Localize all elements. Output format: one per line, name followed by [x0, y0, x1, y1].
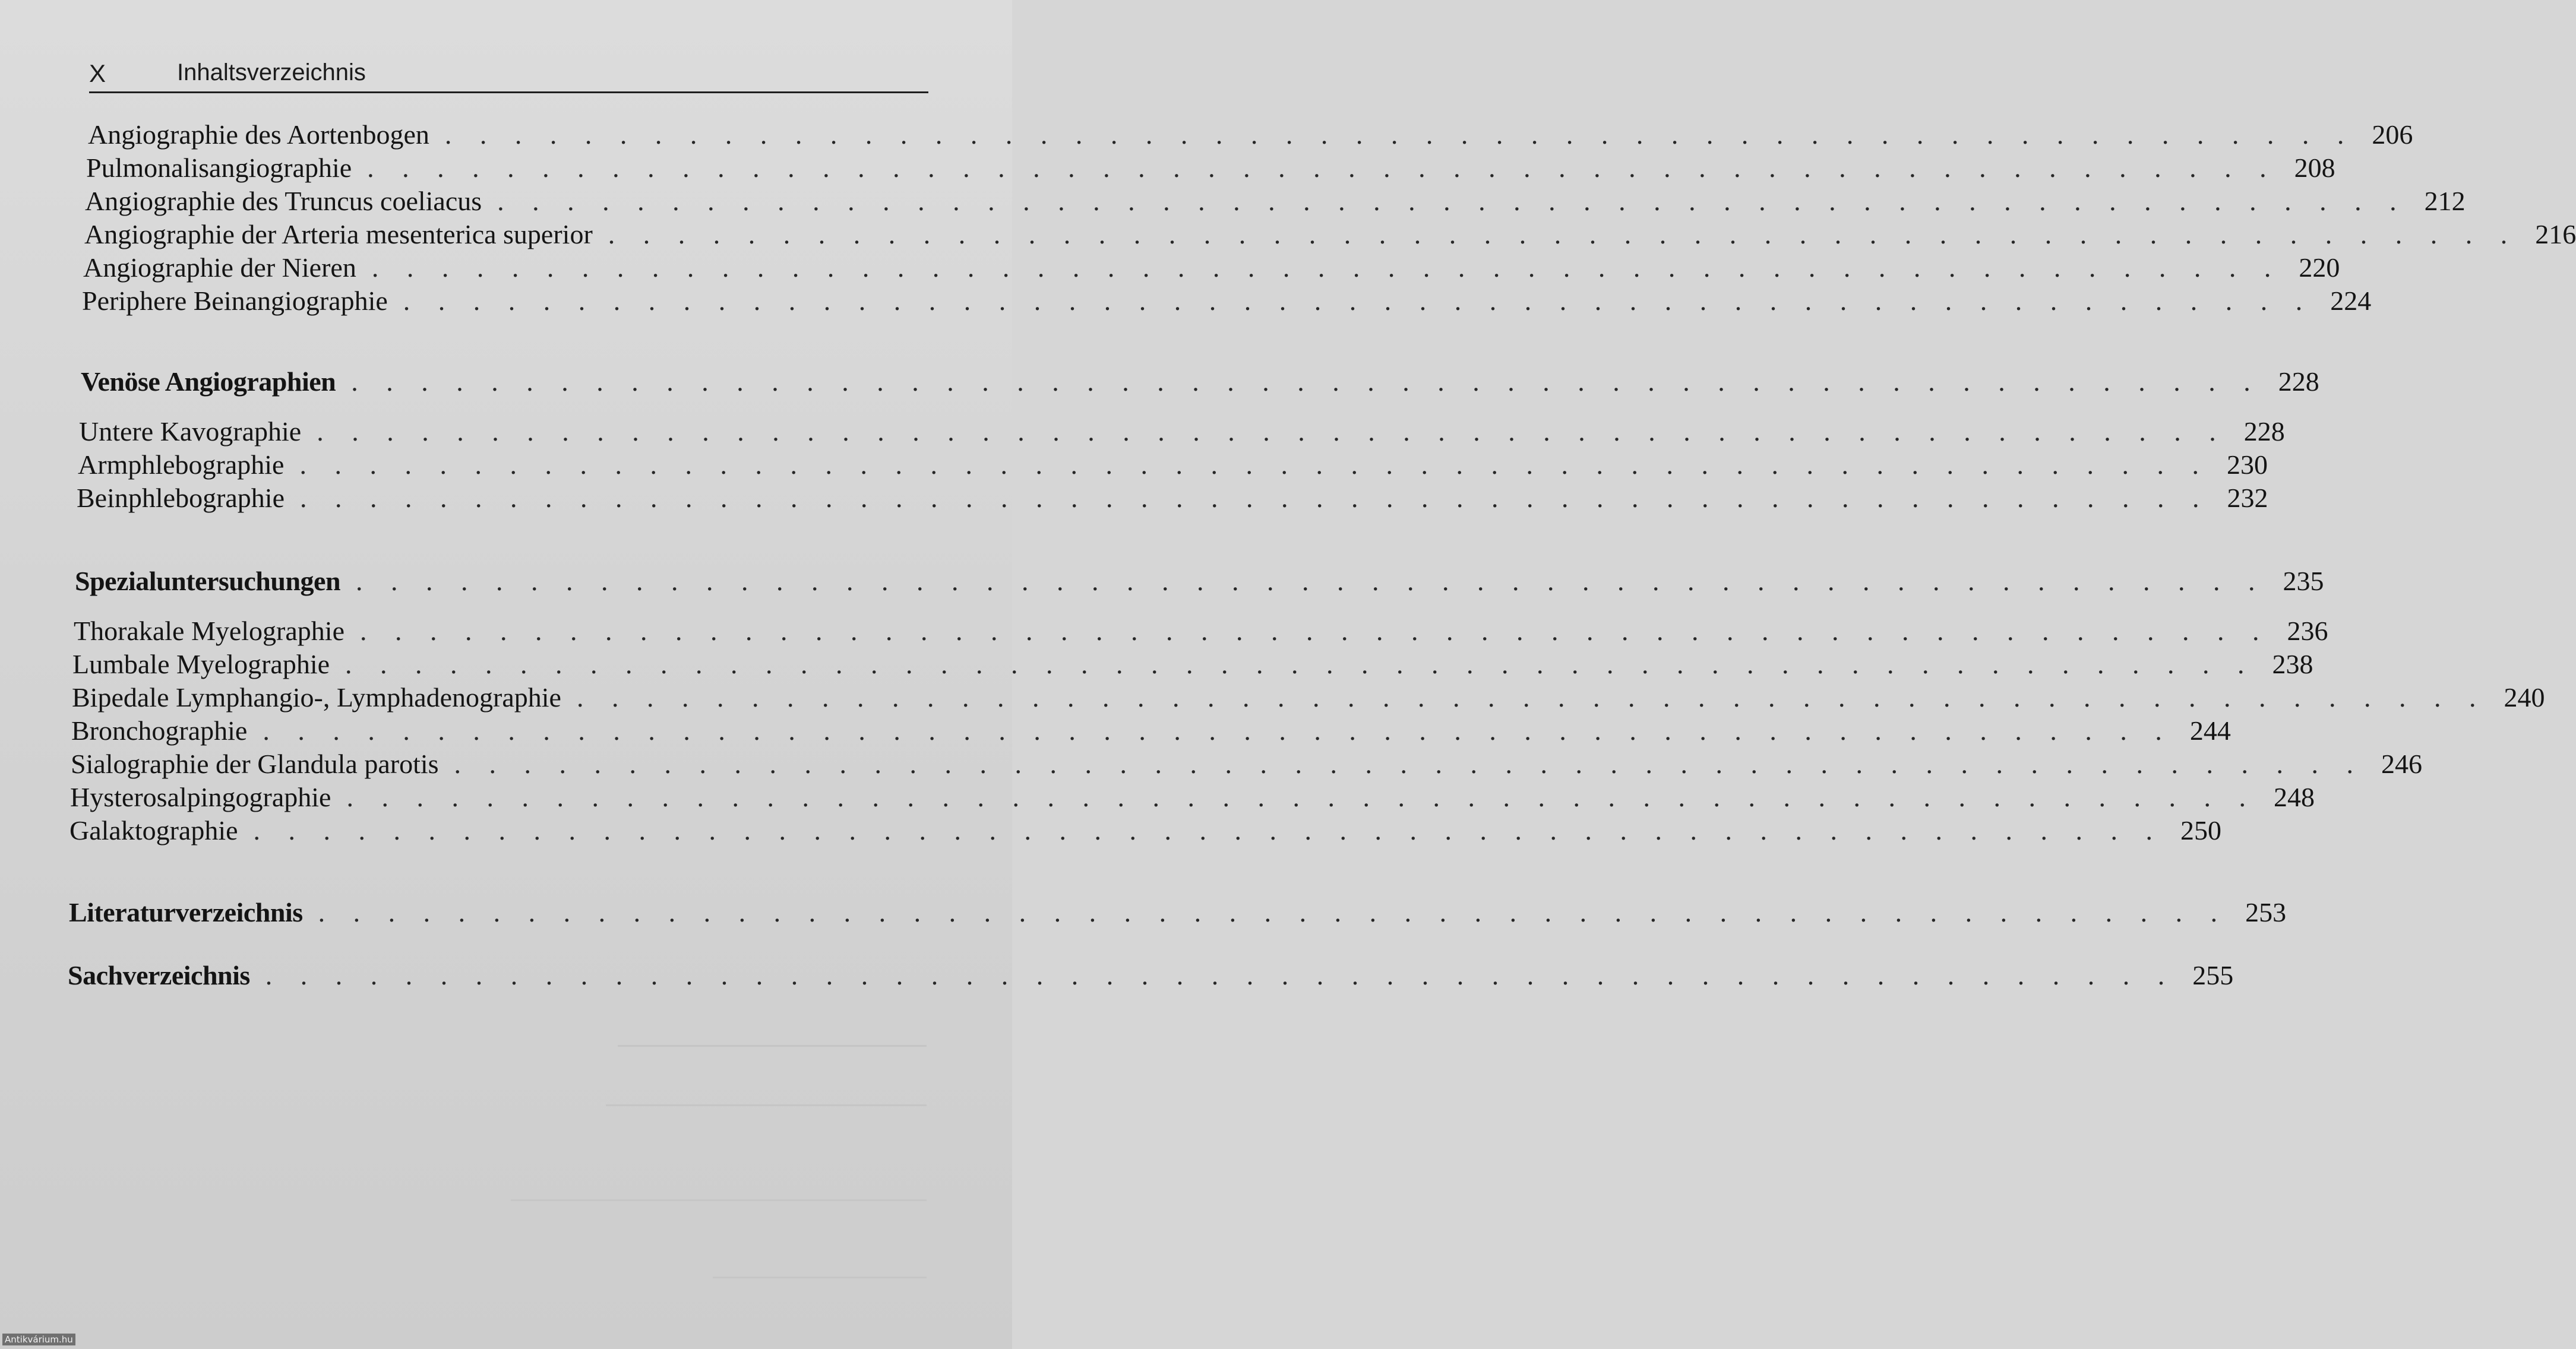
toc-entry-label: Angiographie der Arteria mesenterica superior — [84, 219, 593, 249]
toc-entry — [69, 815, 2222, 848]
toc-entry-page: 253 — [2245, 897, 2287, 927]
toc-entry-label: Bronchographie — [71, 715, 248, 746]
dot-leader: . . . . . . . . . . . . . . . . . . . . . . . . . . . . . . . . . . . . . . . . . . . . . . . . . . . . . . . — [497, 186, 2407, 216]
toc-section-heading — [81, 366, 2319, 399]
toc-entry — [79, 416, 2285, 449]
toc-entry — [77, 482, 2268, 515]
toc-entry-page: 216 — [2535, 219, 2576, 249]
page-title: Inhaltsverzeichnis — [177, 59, 366, 86]
dot-leader: . . . . . . . . . . . . . . . . . . . . . . . . . . . . . . . . . . . . . . . . . . . . . . . . . . . . . . . — [253, 815, 2164, 846]
toc-entry-page: 236 — [2287, 616, 2328, 646]
toc-entry — [82, 285, 2372, 318]
toc-entry — [72, 682, 2545, 715]
dot-leader: . . . . . . . . . . . . . . . . . . . . . . . . . . . . . . . . . . . . . . . . . . . . . . . . . . . . . . . — [371, 252, 2282, 283]
running-header — [89, 59, 930, 96]
dot-leader: . . . . . . . . . . . . . . . . . . . . . . . . . . . . . . . . . . . . . . . . . . . . . . . . . . . . . . . — [359, 616, 2270, 646]
toc-entry-label: Lumbale Myelographie — [72, 649, 330, 679]
toc-entry-label: Sachverzeichnis — [68, 960, 250, 990]
dot-leader: . . . . . . . . . . . . . . . . . . . . . . . . . . . . . . . . . . . . . . . . . . . . . . . . . . . . . . . — [351, 366, 2261, 397]
toc-entry-page: 248 — [2273, 782, 2315, 812]
dot-leader: . . . . . . . . . . . . . . . . . . . . . . . . . . . . . . . . . . . . . . . . . . . . . . . . . . . . . . . — [444, 119, 2355, 150]
dot-leader: . . . . . . . . . . . . . . . . . . . . . . . . . . . . . . . . . . . . . . . . . . . . . . . . . . . . . . . — [345, 649, 2255, 679]
toc-section-heading — [69, 897, 2287, 930]
toc-entry-label: Angiographie des Truncus coeliacus — [85, 186, 482, 216]
toc-entry-label: Periphere Beinangiographie — [82, 286, 388, 316]
toc-entry — [88, 119, 2413, 152]
toc-entry-page: 208 — [2294, 153, 2335, 183]
toc-entry-page: 240 — [2504, 682, 2545, 712]
dot-leader: . . . . . . . . . . . . . . . . . . . . . . . . . . . . . . . . . . . . . . . . . . . . . . . . . . . . . . . — [403, 286, 2313, 316]
dot-leader: . . . . . . . . . . . . . . . . . . . . . . . . . . . . . . . . . . . . . . . . . . . . . . . . . . . . . . . — [300, 483, 2210, 513]
toc-entry-page: 228 — [2243, 416, 2285, 446]
toc-entry-label: Venöse Angiographien — [81, 366, 336, 397]
toc-section-heading — [68, 960, 2234, 993]
toc-entry-label: Spezialuntersuchungen — [75, 566, 341, 596]
toc-entry-label: Galaktographie — [69, 815, 238, 846]
toc-entry — [70, 781, 2315, 815]
toc-entry-page: 250 — [2180, 815, 2222, 846]
toc-entry-label: Literaturverzeichnis — [69, 897, 303, 927]
dot-leader: . . . . . . . . . . . . . . . . . . . . . . . . . . . . . . . . . . . . . . . . . . . . . . . . . . . . . . . — [263, 715, 2173, 746]
toc-entry — [83, 252, 2340, 285]
toc-entry-label: Armphlebographie — [78, 449, 285, 480]
toc-entry — [72, 648, 2313, 682]
dot-leader: . . . . . . . . . . . . . . . . . . . . . . . . . . . . . . . . . . . . . . . . . . . . . . . . . . . . . . . — [317, 416, 2227, 446]
dot-leader: . . . . . . . . . . . . . . . . . . . . . . . . . . . . . . . . . . . . . . . . . . . . . . . . . . . . . . . — [265, 960, 2176, 990]
dot-leader: . . . . . . . . . . . . . . . . . . . . . . . . . . . . . . . . . . . . . . . . . . . . . . . . . . . . . . . — [356, 566, 2266, 596]
toc-entry — [78, 449, 2268, 482]
toc-entry-label: Thorakale Myelographie — [74, 616, 344, 646]
toc-entry-page: 220 — [2299, 252, 2340, 283]
dot-leader: . . . . . . . . . . . . . . . . . . . . . . . . . . . . . . . . . . . . . . . . . . . . . . . . . . . . . . . — [299, 449, 2210, 480]
toc-entry — [74, 615, 2328, 648]
toc-entry-label: Sialographie der Glandula parotis — [71, 749, 439, 779]
toc-entry — [71, 748, 2423, 781]
toc-entry — [86, 152, 2335, 185]
toc-entry — [71, 715, 2231, 748]
dot-leader: . . . . . . . . . . . . . . . . . . . . . . . . . . . . . . . . . . . . . . . . . . . . . . . . . . . . . . . — [576, 682, 2487, 712]
toc-entry-page: 224 — [2330, 286, 2372, 316]
dot-leader: . . . . . . . . . . . . . . . . . . . . . . . . . . . . . . . . . . . . . . . . . . . . . . . . . . . . . . . — [346, 782, 2256, 812]
header-rule — [89, 91, 928, 93]
toc-entry-page: 230 — [2226, 449, 2268, 480]
toc-entry-page: 232 — [2227, 483, 2268, 513]
toc-entry-label: Angiographie des Aortenbogen — [88, 119, 429, 150]
dot-leader: . . . . . . . . . . . . . . . . . . . . . . . . . . . . . . . . . . . . . . . . . . . . . . . . . . . . . . . — [318, 897, 2229, 927]
toc-entry-page: 235 — [2283, 566, 2324, 596]
toc-entry-page: 246 — [2381, 749, 2423, 779]
dot-leader: . . . . . . . . . . . . . . . . . . . . . . . . . . . . . . . . . . . . . . . . . . . . . . . . . . . . . . . — [454, 749, 2365, 779]
page-number: X — [89, 59, 106, 87]
toc-entry-page: 206 — [2372, 119, 2413, 150]
toc-entry-label: Untere Kavographie — [79, 416, 302, 446]
toc-entry-label: Hysterosalpingographie — [70, 782, 331, 812]
watermark: Antikvárium.hu — [2, 1334, 75, 1345]
toc-entry-page: 212 — [2424, 186, 2466, 216]
toc-entry-label: Pulmonalisangiographie — [86, 153, 352, 183]
dot-leader: . . . . . . . . . . . . . . . . . . . . . . . . . . . . . . . . . . . . . . . . . . . . . . . . . . . . . . . — [608, 219, 2518, 249]
dot-leader: . . . . . . . . . . . . . . . . . . . . . . . . . . . . . . . . . . . . . . . . . . . . . . . . . . . . . . . — [367, 153, 2277, 183]
toc-section-heading — [75, 565, 2324, 598]
toc-entry-page: 244 — [2189, 715, 2231, 746]
toc-entry-page: 228 — [2278, 366, 2319, 397]
toc-entry-page: 255 — [2192, 960, 2234, 990]
toc-entry-label: Bipedale Lymphangio-, Lymphadenographie — [72, 682, 561, 712]
toc-entry — [85, 185, 2466, 218]
toc-entry — [84, 218, 2576, 252]
toc-entry-page: 238 — [2272, 649, 2313, 679]
toc-entry-label: Angiographie der Nieren — [83, 252, 356, 283]
toc-entry-label: Beinphlebographie — [77, 483, 285, 513]
